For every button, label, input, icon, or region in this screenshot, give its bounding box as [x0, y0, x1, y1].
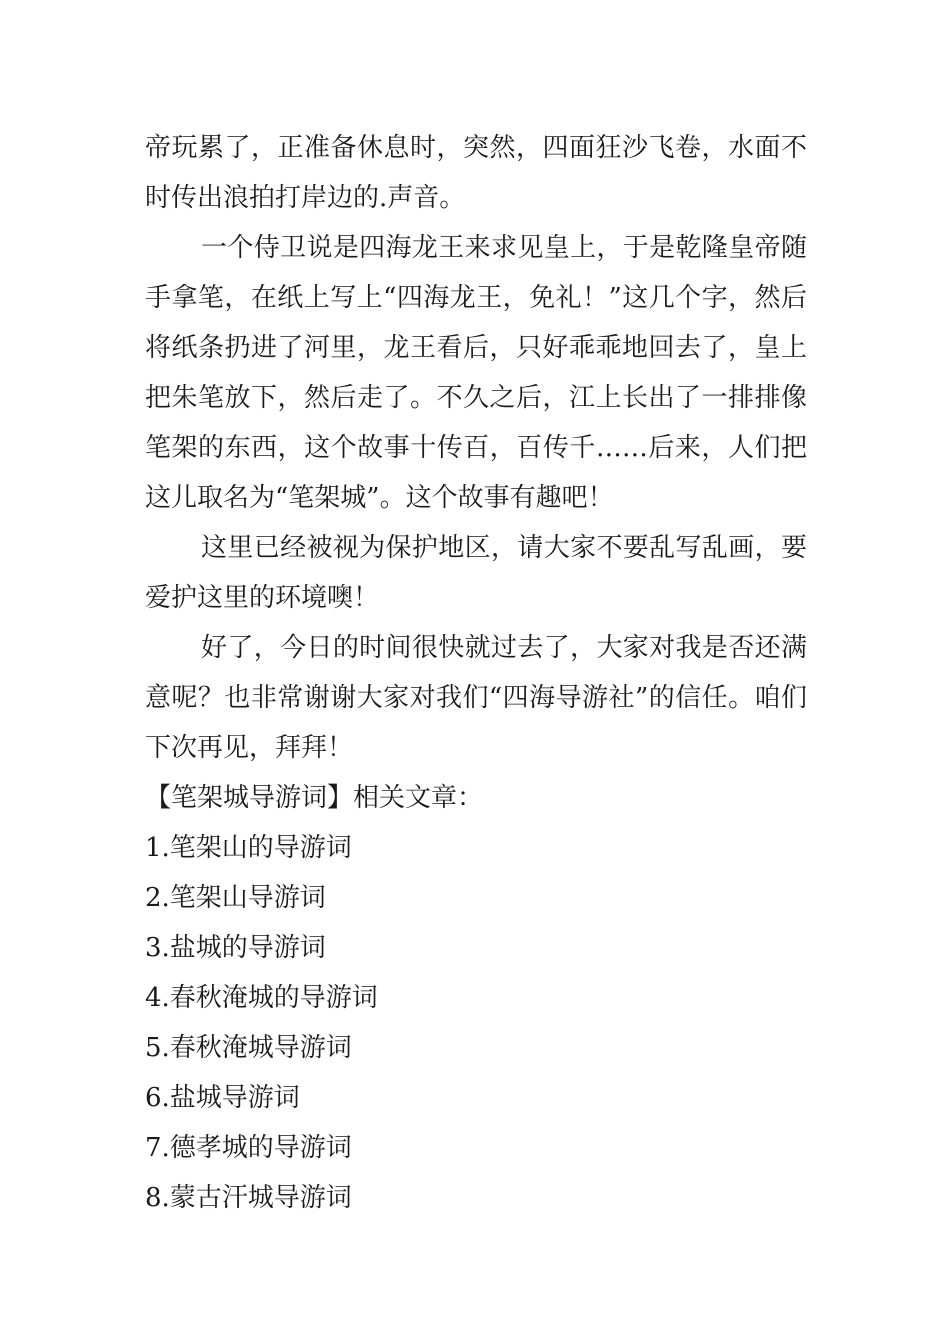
- related-article-link[interactable]: 8.蒙古汗城导游词: [145, 1183, 352, 1213]
- related-articles-list: [145, 823, 807, 1223]
- related-article-link[interactable]: 1.笔架山的导游词: [145, 833, 352, 863]
- related-articles: [145, 773, 807, 1223]
- related-articles-heading: 【笔架城导游词】相关文章：: [145, 783, 484, 813]
- related-article-link[interactable]: 4.春秋淹城的导游词: [145, 983, 378, 1013]
- paragraph-dragon-king-story: 一个侍卫说是四海龙王来求见皇上，于是乾隆皇帝随手拿笔，在纸上写上“四海龙王，免礼！”这几个字，然后将纸条扔进了河里，龙王看后，只好乖乖地回去了，皇上把朱笔放下，然后走了。不久之后，江上长出了一排排像笔架的东西，这个故事十传百，百传千……后来，人们把这儿取名为“笔架城”。这个故事有趣吧！: [145, 233, 807, 513]
- paragraph-protection-notice: 这里已经被视为保护地区，请大家不要乱写乱画，要爱护这里的环境噢！: [145, 533, 807, 613]
- related-article-link[interactable]: 6.盐城导游词: [145, 1083, 300, 1113]
- paragraph-continuation: 帝玩累了，正准备休息时，突然，四面狂沙飞卷，水面不时传出浪拍打岸边的.声音。: [145, 133, 807, 213]
- related-article-link[interactable]: 5.春秋淹城导游词: [145, 1033, 352, 1063]
- related-article-link[interactable]: 7.德孝城的导游词: [145, 1133, 352, 1163]
- related-article-link[interactable]: 3.盐城的导游词: [145, 933, 326, 963]
- document-body: [145, 123, 807, 1223]
- related-article-link[interactable]: 2.笔架山导游词: [145, 883, 326, 913]
- paragraph-farewell: 好了，今日的时间很快就过去了，大家对我是否还满意呢？也非常谢谢大家对我们“四海导游社”的信任。咱们下次再见，拜拜！: [145, 633, 807, 763]
